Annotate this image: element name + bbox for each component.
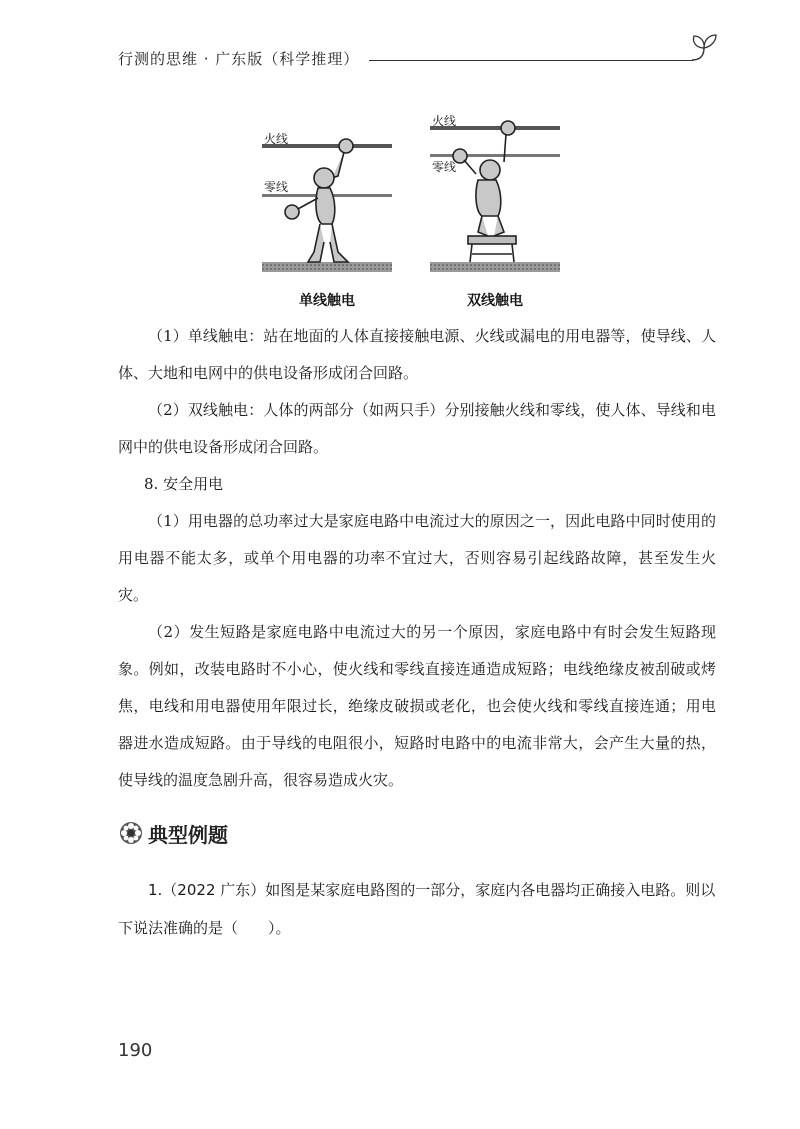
paragraph-single-line-shock: （1）单线触电：站在地面的人体直接接触电源、火线或漏电的用电器等，使导线、人体、大地和电网中的供电设备形成闭合回路。: [118, 327, 716, 382]
figure-caption: 双线触电: [467, 293, 523, 309]
page-header: [118, 44, 718, 74]
figure-caption: 单线触电: [299, 293, 355, 309]
example-heading: [118, 818, 228, 848]
double-line-shock-illustration: [430, 112, 560, 282]
example-heading-text: 典型例题: [148, 822, 228, 847]
section-title: 8. 安全用电: [144, 475, 224, 493]
header-title: 行测的思维 · 广东版（科学推理）: [118, 48, 369, 69]
flower-badge-icon: [118, 820, 144, 846]
figure-single-line: [262, 112, 392, 309]
figure-double-line: [430, 112, 560, 309]
neutral-wire-label: 零线: [264, 180, 289, 194]
page-number: 190: [118, 1040, 153, 1061]
live-wire-label: 火线: [432, 114, 457, 128]
paragraph-double-line-shock: （2）双线触电：人体的两部分（如两只手）分别接触火线和零线，使人体、导线和电网中的供电设备形成闭合回路。: [118, 401, 716, 456]
electric-shock-figures: [262, 112, 562, 312]
sprout-icon: [686, 32, 722, 66]
neutral-wire-label: 零线: [432, 160, 457, 174]
example-question: 1.（2022 广东）如图是某家庭电路图的一部分，家庭内各电器均正确接入电路。则以下说法准确的是（ ）。: [118, 881, 716, 937]
paragraph-overload: （1）用电器的总功率过大是家庭电路中电流过大的原因之一，因此电路中同时使用的用电器不能太多，或单个用电器的功率不宜过大，否则容易引起线路故障，甚至发生火灾。: [118, 512, 716, 604]
paragraph-short-circuit: （2）发生短路是家庭电路中电流过大的另一个原因，家庭电路中有时会发生短路现象。例如，改装电路时不小心，使火线和零线直接连通造成短路；电线绝缘皮被刮破或烤焦，电线和用电器使用年限过长，绝缘皮破损或老化，也会使火线和零线直接连通；用电器进水造成短路。由于导线的电阻很小，短路时电路中的电流非常大，会产生大量的热，使导线的温度急剧升高，很容易造成火灾。: [118, 623, 716, 789]
live-wire-label: 火线: [264, 132, 289, 146]
